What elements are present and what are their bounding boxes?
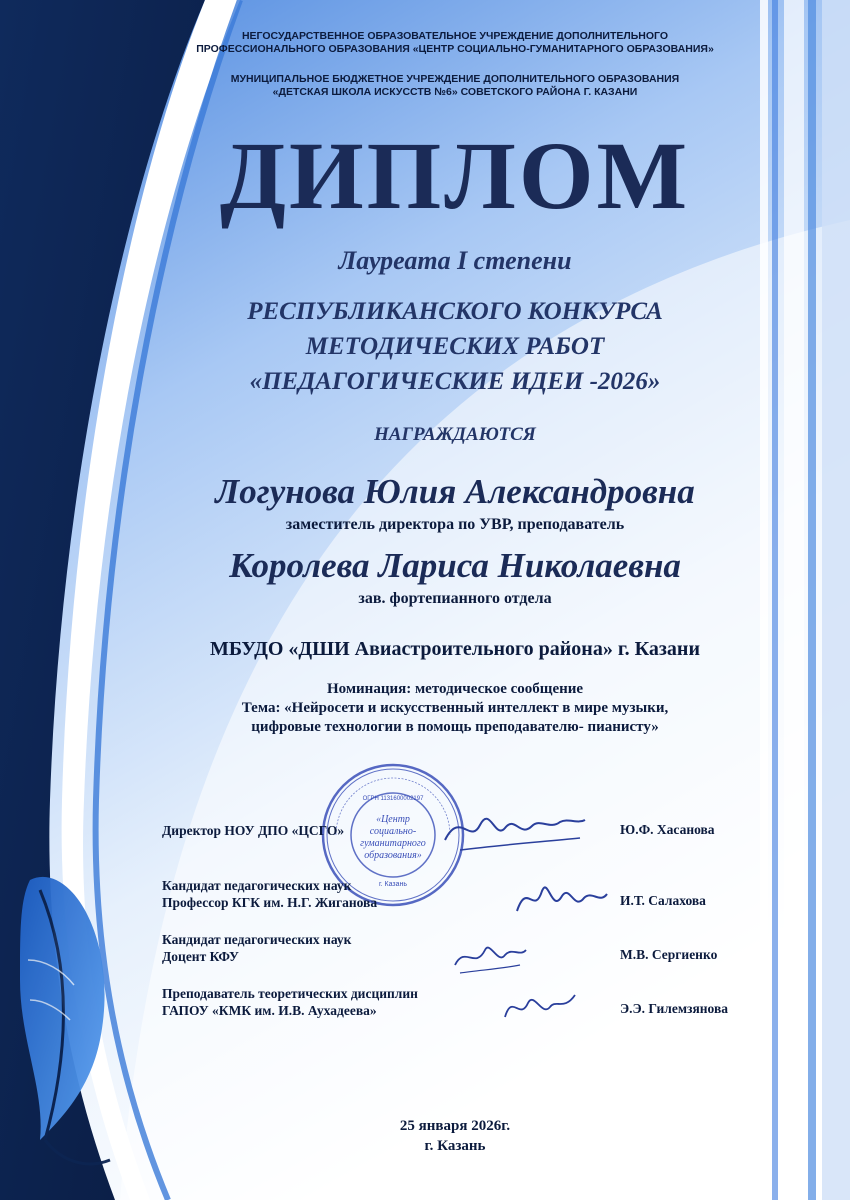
stamp-center-line-2: социально-: [369, 826, 417, 837]
stamp-ogrn: ОГРН 1131600002197: [362, 796, 424, 802]
organizer-2-line-1: МУНИЦИПАЛЬНОЕ БЮДЖЕТНОЕ УЧРЕЖДЕНИЕ ДОПОЛНИТЕЛЬНОГО ОБРАЗОВАНИЯ: [230, 73, 680, 85]
signatory-2-title: [162, 877, 377, 911]
signature-3: [450, 935, 530, 980]
signatory-1-title: [162, 822, 344, 839]
issue-date: 25 января 2026г.: [399, 1118, 511, 1134]
signature-4: [500, 985, 580, 1030]
signatory-1-line-1: Директор НОУ ДПО «ЦСГО»: [162, 823, 345, 838]
signatory-3-title: [162, 931, 351, 965]
signatory-4-title: [162, 985, 418, 1019]
signature-2: [512, 876, 612, 926]
laureate-degree: Лауреата I степени: [338, 246, 572, 275]
stamp-center-line-1: «Центр: [376, 814, 410, 825]
awarded-heading: НАГРАЖДАЮТСЯ: [374, 424, 536, 445]
signature-1: [440, 800, 590, 860]
recipient-1-role: заместитель директора по УВР, преподаватель: [285, 516, 625, 533]
signatory-3-line-2: Доцент КФУ: [162, 949, 239, 964]
nomination-line-2: Тема: «Нейросети и искусственный интеллект в мире музыки,: [241, 700, 669, 716]
organizer-1-line-2: ПРОФЕССИОНАЛЬНОГО ОБРАЗОВАНИЯ «ЦЕНТР СОЦИАЛЬНО-ГУМАНИТАРНОГО ОБРАЗОВАНИЯ»: [196, 43, 714, 55]
contest-line-1: РЕСПУБЛИКАНСКОГО КОНКУРСА: [247, 298, 663, 325]
organizer-1-line-1: НЕГОСУДАРСТВЕННОЕ ОБРАЗОВАТЕЛЬНОЕ УЧРЕЖДЕНИЕ ДОПОЛНИТЕЛЬНОГО: [241, 30, 669, 42]
signatory-2-name: И.Т. Салахова: [620, 893, 706, 908]
signatory-1-name: Ю.Ф. Хасанова: [620, 822, 715, 837]
nomination-line-3: цифровые технологии в помощь преподавателю- пианисту»: [251, 719, 659, 735]
contest-line-2: МЕТОДИЧЕСКИХ РАБОТ: [305, 333, 605, 360]
stamp-city: г. Казань: [378, 881, 408, 888]
signatory-2-line-2: Профессор КГК им. Н.Г. Жиганова: [162, 895, 378, 910]
organizer-1: [60, 30, 850, 56]
organizer-2-line-2: «ДЕТСКАЯ ШКОЛА ИСКУССТВ №6» СОВЕТСКОГО РАЙОНА Г. КАЗАНИ: [272, 86, 638, 98]
stamp-center-line-4: образования»: [364, 850, 422, 861]
school-name: МБУДО «ДШИ Авиастроительного района» г. Казани: [210, 638, 700, 660]
contest-name: [40, 294, 850, 399]
nomination-line-1: Номинация: методическое сообщение: [326, 681, 584, 697]
diploma-title: ДИПЛОМ: [219, 122, 691, 229]
organizer-2: [60, 73, 850, 99]
signatory-4-name: Э.Э. Гилемзянова: [620, 1001, 729, 1016]
signatory-3-line-1: Кандидат педагогических наук: [162, 932, 352, 947]
signatory-4-line-2: ГАПОУ «КМК им. И.В. Аухадеева»: [162, 1003, 377, 1018]
signatory-3-name: М.В. Сергиенко: [620, 947, 718, 962]
signatory-4-line-1: Преподаватель теоретических дисциплин: [162, 986, 418, 1001]
stamp-center-line-3: гуманитарного: [360, 838, 426, 849]
recipient-2-name: Королева Лариса Николаевна: [229, 546, 681, 585]
signatory-2-line-1: Кандидат педагогических наук: [162, 878, 352, 893]
issue-city: г. Казань: [424, 1138, 486, 1154]
recipient-2-role: зав. фортепианного отдела: [358, 590, 552, 607]
nomination-block: [60, 680, 850, 737]
footer: [40, 1116, 850, 1156]
contest-line-3: «ПЕДАГОГИЧЕСКИЕ ИДЕИ -2026»: [249, 368, 661, 395]
recipient-1-name: Логунова Юлия Александровна: [215, 472, 695, 511]
